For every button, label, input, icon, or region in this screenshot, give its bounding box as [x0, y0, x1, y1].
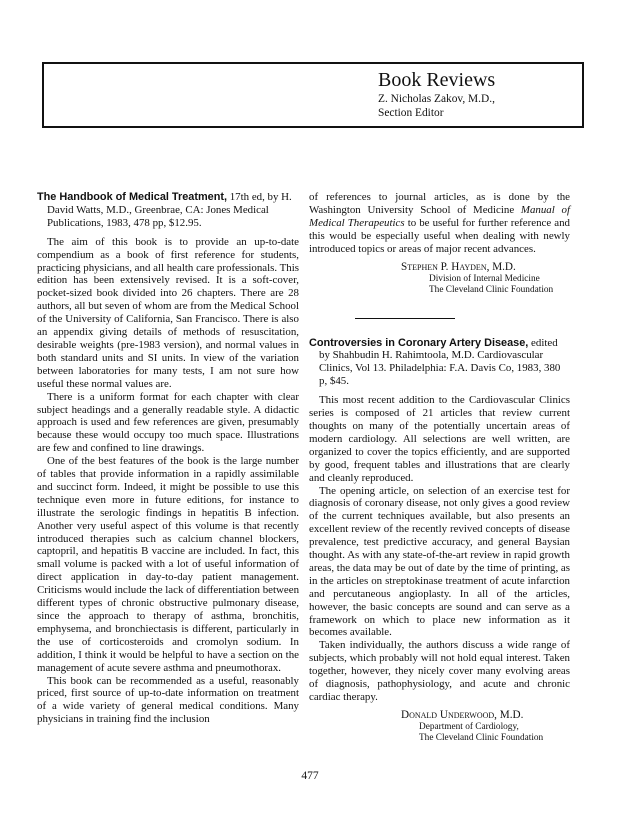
header-box	[42, 62, 584, 128]
review1-paragraph: One of the best features of the book is the large number of tables that provide information in a rapidly assimilable and succinct form. Indeed, it might be possible to use this technique even more in future editions, for instance to illustrate the serologic findings in hepatitis B infection. Another very useful aspect of this volume is that recently introduced therapies such as calcium channel blockers, captopril, and hepatitis B vaccine are included. In fact, this small volume is packed with a lot of useful information of direct application in day-to-day patient management. Criticisms would include the lack of differentiation between different types of chronic obstructive pulmonary disease, since the approach to therapy of asthma, bronchitis, emphysema, and bronchiectasis is different, particularly in the use of corticosteroids and cromolyn sodium. In addition, I think it would be helpful to have a section on the management of acute severe asthma and pneumothorax.	[37, 455, 300, 674]
review-divider	[355, 318, 455, 319]
review1-paragraph: The aim of this book is to provide an up-to-date compendium as a book of first reference for students, practicing physicians, and all health care professionals. This edition has been extensively revised. It is a soft-cover, pocket-sized book divided into 26 chapters. There are 28 authors, all but seven of whom are from the Medical School of the University of California, San Francisco. There is also an appendix giving details of methods of resuscitation, desirable weights (pre-1983 version), and normal values in both standard units and SI units. In view of the variation between laboratories for many tests, I am not sure how useful these normal values are.	[37, 235, 300, 390]
cited-book-title: Manual of Medical Therapeutics	[309, 203, 570, 229]
review2-signature	[309, 708, 570, 744]
review2-citation-details: edited by Shahbudin H. Rahimtoola, M.D. Cardiovascular Clinics, Vol 13. Philadelphia: F.A. Davis Co, 1983, 380 p, $45.	[319, 336, 561, 388]
reviewer-department: Department of Cardiology,	[419, 721, 519, 732]
review2-paragraph: This most recent addition to the Cardiovascular Clinics series is composed of 21 articles that review current thoughts on many of the potentially uncertain areas of modern cardiology. All selections are well written, are organized to cover the topics efficiently, and are supported by good, frequent tables and illustrations that are clearly and cleanly reproduced.	[309, 394, 570, 484]
review1-paragraph: This book can be recommended as a useful, reasonably priced, first source of up-to-date information on treatment of a wide variety of general medical conditions. Many physicians in training find the inclusion	[37, 674, 299, 726]
review2-citation	[309, 337, 570, 389]
review2-paragraph: Taken individually, the authors discuss a wide range of subjects, which probably will not hold equal interest. Taken together, however, they nicely cover many evolving areas of diagnosis, pathophysiology, and acute and chronic cardiac therapy.	[309, 639, 570, 703]
reviewer-name: Stephen P. Hayden, M.D.	[401, 260, 516, 273]
review1-book-title: The Handbook of Medical Treatment,	[37, 191, 228, 203]
reviewer-institution: The Cleveland Clinic Foundation	[429, 284, 554, 295]
review2-paragraph: The opening article, on selection of an exercise test for diagnosis of coronary disease, not only gives a good review of the current techniques available, but also presents an excellent review of the recently revived concepts of disease prevalence, test predictive accuracy, and general Baysian thought. As with any state-of-the-art review in rapid growth areas, the data may be out of date by the time of printing, as in the articles on streptokinase treatment of acute infarction and percutaneous angioplasty. In all of the articles, however, the basic concepts are sound and can serve as a framework on which to place new information as it becomes available.	[309, 484, 570, 639]
review1-paragraph-continued: of references to journal articles, as is done by the Washington University School of Medicine Manual of Medical Therapeutics to be useful for further reference and this would be especially useful when dealing with newly introduced topics or areas of major recent advances.	[309, 191, 570, 255]
header-block	[378, 68, 495, 120]
right-column	[309, 191, 570, 744]
review1-citation-details: 17th ed, by H. David Watts, M.D., Greenbrae, CA: Jones Medical Publications, 1983, 478 pp, $12.95.	[47, 191, 292, 229]
reviewer-institution: The Cleveland Clinic Foundation	[419, 732, 544, 743]
reviewer-department: Division of Internal Medicine	[429, 273, 540, 284]
editor-role: Section Editor	[378, 107, 444, 119]
review1-paragraph: There is a uniform format for each chapter with clear subject headings and a generally readable style. A didactic approach is used and few references are given, presumably because these would occupy too much space. Illustrations are few and confined to line drawings.	[37, 390, 299, 455]
reviewer-name: Donald Underwood, M.D.	[401, 708, 524, 721]
review2-book-title: Controversies in Coronary Artery Disease,	[309, 336, 529, 349]
left-column	[37, 191, 299, 726]
review1-signature	[309, 260, 570, 296]
section-title: Book Reviews	[378, 69, 496, 91]
editor-name: Z. Nicholas Zakov, M.D.,	[378, 93, 495, 105]
review1-citation	[37, 191, 299, 230]
page-number: 477	[301, 770, 319, 782]
